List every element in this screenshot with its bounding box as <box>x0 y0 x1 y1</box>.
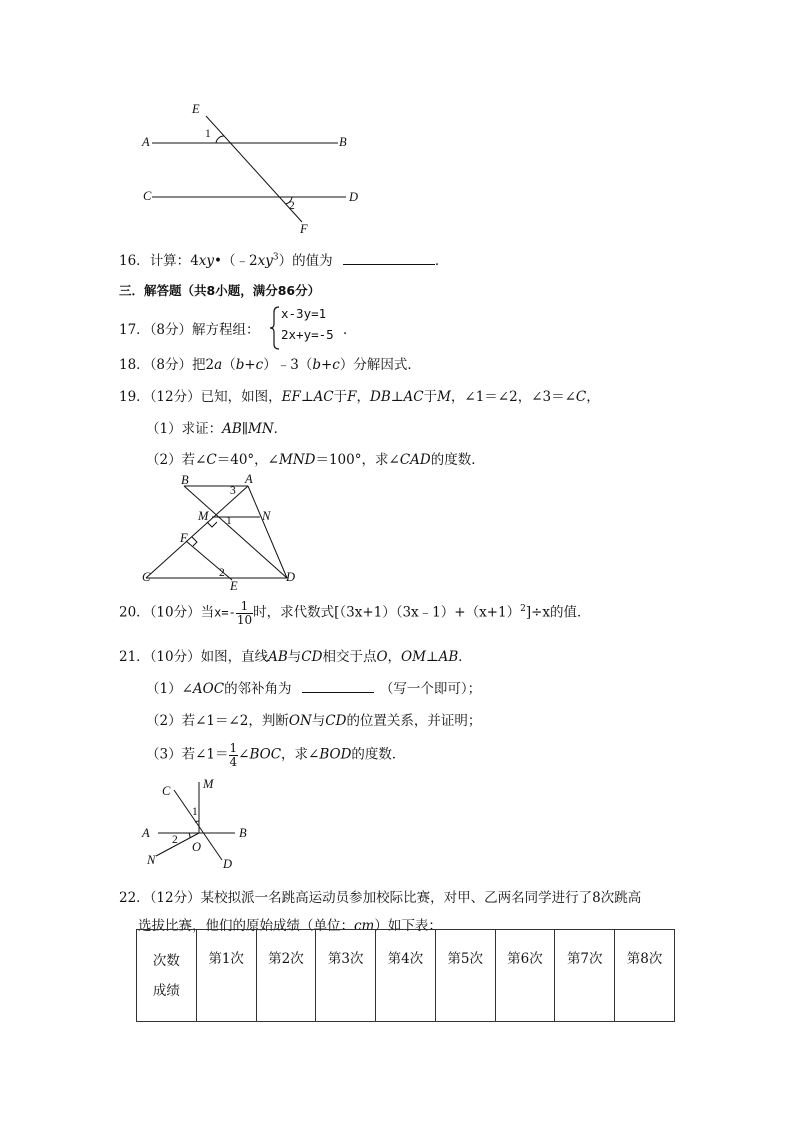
label-c: C <box>162 784 171 798</box>
q22-line-2-pre: 选拔比赛，他们的原始成绩（单位： <box>138 918 354 934</box>
equation-2: 2x+y=-5 <box>281 327 334 342</box>
q19-sub2-mid: ＝40°，∠ <box>216 452 279 468</box>
q22-line-1: （12分）某校拟派一名跳高运动员参加校际比赛，对甲、乙两名同学进行了8次跳高 <box>149 890 642 906</box>
q21-sub1-end: （写一个即可）； <box>379 681 482 697</box>
q20-exponent: 2 <box>520 604 526 614</box>
label-b: B <box>181 473 189 487</box>
q18-var-b: b <box>235 357 245 373</box>
q16-exponent: 3 <box>272 252 279 263</box>
q19-c: C <box>575 389 587 405</box>
q18-p3: + <box>244 357 256 373</box>
label-b: B <box>239 826 247 840</box>
label-n: N <box>147 853 156 867</box>
q19-sub2-mnd: MND <box>279 452 316 468</box>
q16-prefix: 计算： <box>149 253 191 269</box>
q19-p5: ，∠1＝∠2，∠3＝∠ <box>450 389 576 405</box>
fraction-denominator: 4 <box>229 755 238 769</box>
q21-p4: ， <box>387 649 402 665</box>
label-b: B <box>339 135 347 149</box>
q21-sub2-on: ON <box>288 713 312 729</box>
q16-var: xy <box>198 253 215 269</box>
q18-p1: （8分）把2 <box>149 357 215 373</box>
q19-m: M <box>437 389 451 405</box>
q19-ef: EF <box>281 389 301 405</box>
header-top: 次数 <box>152 952 180 969</box>
label-m: M <box>203 777 214 791</box>
label-d: D <box>223 857 233 871</box>
table-header-cell: 第3次 <box>316 930 376 1022</box>
q18-var-b2: b <box>312 357 321 373</box>
label-d: D <box>286 570 296 584</box>
q16-coef: 4 <box>190 253 199 269</box>
table-header-cell: 第7次 <box>555 930 615 1022</box>
q19-sub2-pre: （2）若∠ <box>146 452 207 468</box>
section-title: 三．解答题（共8小题，满分86分） <box>119 283 321 298</box>
label-m: M <box>198 509 209 523</box>
q21-sub2-end: 的位置关系，并证明； <box>346 713 482 729</box>
angle-2-arc <box>189 833 190 838</box>
q19-sub2-c: C <box>206 452 217 468</box>
q19-p2: 于 <box>333 389 348 405</box>
label-angle-1: 1 <box>192 806 198 818</box>
score-table <box>136 929 675 1022</box>
label-a: A <box>142 826 150 840</box>
q19-sub1-end: ． <box>273 421 288 437</box>
question-number: 22． <box>119 890 150 906</box>
label-d: D <box>349 190 359 204</box>
header-bottom: 成绩 <box>152 982 180 999</box>
label-o: O <box>192 840 202 854</box>
q21-sub3-pre: （3）若∠1＝ <box>146 746 229 763</box>
q21-sub2-cd: CD <box>325 713 347 729</box>
question-number: 19． <box>119 389 150 405</box>
equation-1: x-3y=1 <box>281 306 327 321</box>
table-row <box>137 930 675 1022</box>
q21-sub3-boc: BOC <box>249 746 282 763</box>
fraction-denominator: 10 <box>236 613 253 627</box>
q18-p2: （ <box>222 357 236 373</box>
label-a: A <box>245 472 253 486</box>
table-header-cell <box>137 930 197 1022</box>
q19-p1: （12分）已知，如图， <box>149 389 282 405</box>
q21-p2: 与 <box>287 649 302 665</box>
question-number: 18． <box>119 357 150 373</box>
q16-suffix: ）的值为 <box>278 253 333 269</box>
q21-p5: ． <box>458 649 472 665</box>
q21-perp: ⊥ <box>425 649 439 665</box>
q19-perp: ⊥ <box>300 389 314 405</box>
table-header-cell: 第5次 <box>435 930 495 1022</box>
label-angle-1: 1 <box>226 515 232 527</box>
label-angle-3: 3 <box>230 485 236 497</box>
q17-text: （8分）解方程组： <box>149 322 260 338</box>
q21-p3: 相交于点 <box>322 649 377 665</box>
q21-ab: AB <box>268 649 288 665</box>
q21-cd: CD <box>301 649 323 665</box>
label-f: F <box>300 222 308 236</box>
q21-sub3-end: 的度数． <box>351 746 406 763</box>
question-number: 16． <box>119 253 150 269</box>
q21-sub2-mid: 与 <box>311 713 326 729</box>
label-e: E <box>192 102 200 116</box>
q21-sub1-aoc: AOC <box>192 681 225 697</box>
q21-sub3-bod: BOD <box>319 746 352 763</box>
q16-var2: xy <box>257 253 273 269</box>
question-number: 21． <box>119 649 150 665</box>
q19-p6: ， <box>586 389 600 405</box>
q18-p5: + <box>320 357 333 373</box>
q21-sub3-mid2: ，求∠ <box>281 746 320 763</box>
q18-var-c2: c <box>332 357 340 373</box>
q22-line-2-end: ）如下表： <box>374 918 442 934</box>
q21-om: OM <box>401 649 426 665</box>
q18-p4: ）﹣3（ <box>263 357 313 373</box>
q18-p6: ）分解因式． <box>339 357 421 373</box>
q21-sub2-pre: （2）若∠1＝∠2，判断 <box>146 713 289 729</box>
label-e: E <box>230 579 238 593</box>
q16-dot: •（﹣2 <box>214 253 258 269</box>
q21-sub1-pre: （1）∠ <box>146 681 193 697</box>
q21-ab2: AB <box>438 649 459 665</box>
question-number: 20． <box>119 604 150 621</box>
q19-ac2: AC <box>403 389 424 405</box>
q19-sub1-pre: （1）求证： <box>146 421 223 437</box>
label-angle-2: 2 <box>172 834 178 846</box>
q19-sub2-end: 的度数． <box>430 452 485 468</box>
q19-ac: AC <box>313 389 334 405</box>
label-a: A <box>142 135 150 149</box>
q19-sub2-cad: CAD <box>399 452 431 468</box>
q19-f: F <box>347 389 357 405</box>
label-f: F <box>180 531 188 545</box>
q18-var-c: c <box>255 357 264 373</box>
table-header-cell: 第1次 <box>196 930 256 1022</box>
label-c: C <box>142 570 151 584</box>
q19-perp2: ⊥ <box>390 389 404 405</box>
q21-o: O <box>376 649 388 665</box>
table-header-cell: 第8次 <box>615 930 675 1022</box>
label-n: N <box>262 509 271 523</box>
q17-end: ． <box>343 322 357 338</box>
q22-unit: cm <box>354 918 375 934</box>
q19-sub1-expr: AB∥MN <box>222 421 274 437</box>
q19-p4: 于 <box>423 389 438 405</box>
q20-p1: （10分）当 <box>149 604 215 621</box>
fraction-numerator: 1 <box>229 741 238 755</box>
q16-end: ． <box>434 253 449 269</box>
q19-db: DB <box>370 389 391 405</box>
table-header-cell: 第2次 <box>256 930 316 1022</box>
q19-p3: ， <box>356 389 371 405</box>
question-number: 17． <box>119 322 150 338</box>
label-angle-2: 2 <box>289 200 295 212</box>
q19-sub2-mid2: ＝100°，求∠ <box>315 452 400 468</box>
q21-p1: （10分）如图，直线 <box>149 649 269 665</box>
question-22 <box>119 886 641 906</box>
label-angle-2: 2 <box>219 567 225 579</box>
fraction-numerator: 1 <box>236 600 253 614</box>
q20-p2: 时，求代数式[（3x+1）（3x﹣1）+（x+1） <box>253 604 521 621</box>
q20-x: x=- <box>214 605 236 620</box>
q20-p3: ]÷x的值． <box>525 604 591 621</box>
q21-sub3-angle: ∠ <box>238 746 250 763</box>
label-angle-1: 1 <box>205 128 211 140</box>
q21-sub1-mid: 的邻补角为 <box>224 681 292 697</box>
table-header-cell: 第6次 <box>495 930 555 1022</box>
table-header-cell: 第4次 <box>376 930 436 1022</box>
label-c: C <box>143 189 152 203</box>
q18-var-a: a <box>214 357 223 373</box>
